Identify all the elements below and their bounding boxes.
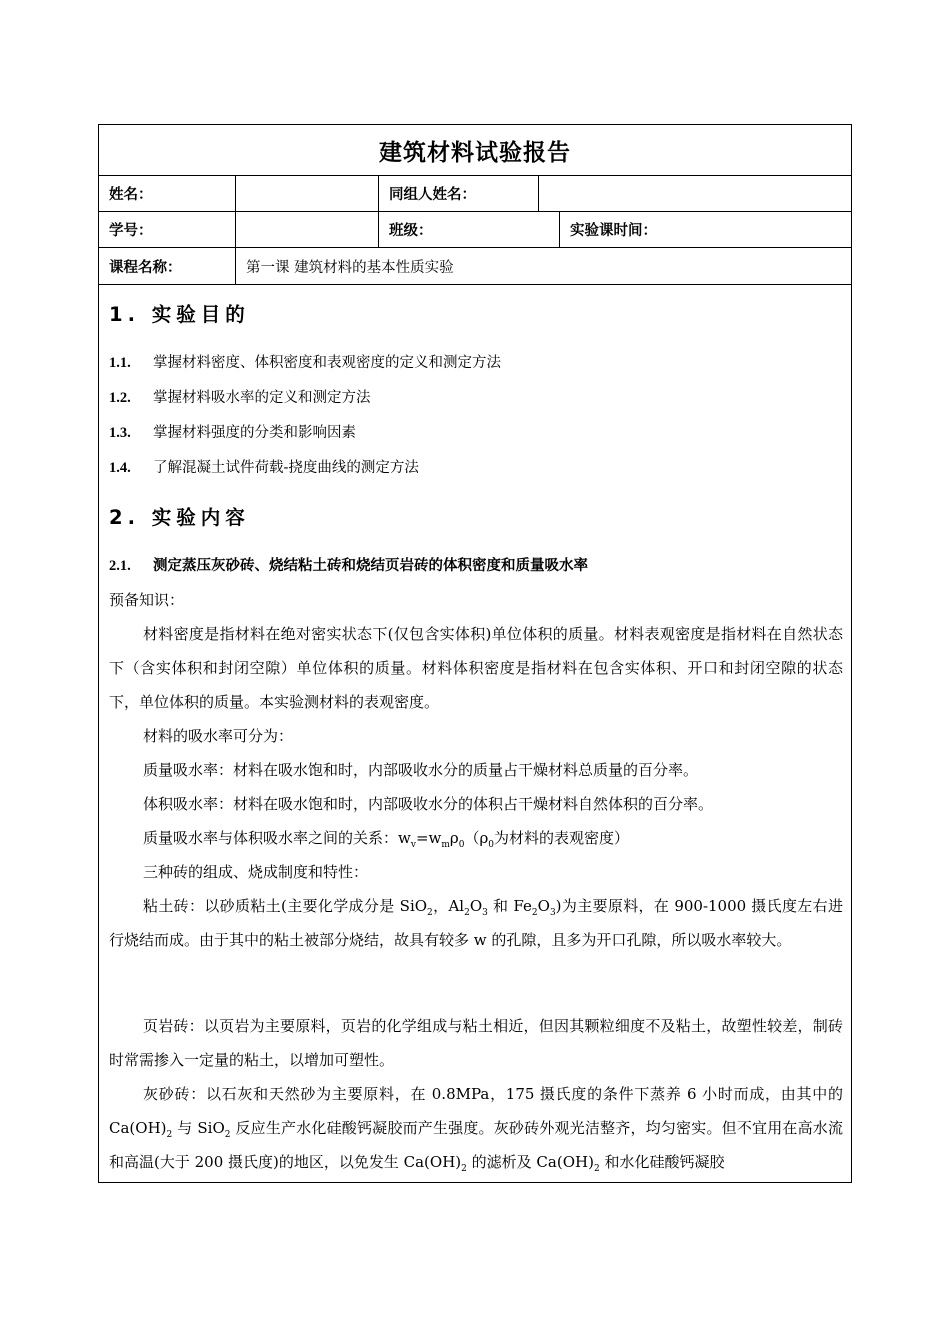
clay-text: 粘土砖：以砂质粘土(主要化学成分是 SiO	[143, 897, 428, 915]
objective-text: 掌握材料密度、体积密度和表观密度的定义和测定方法	[153, 355, 501, 371]
course-name: 第一课 建筑材料的基本性质实验	[235, 248, 851, 284]
objective-item	[109, 351, 501, 372]
name-label: 姓名：	[109, 187, 153, 203]
sand-text: 与 SiO	[172, 1119, 225, 1137]
title-row	[99, 125, 851, 176]
lab-time-label-text: 实验课时间：	[570, 223, 657, 239]
objective-text: 了解混凝土试件荷载-挠度曲线的测定方法	[153, 460, 419, 476]
relation-text: 质量吸水率与体积吸水率之间的关系：w	[143, 829, 411, 847]
subscript: 2	[166, 1130, 173, 1140]
clay-text: 和 Fe	[487, 897, 532, 915]
subscript: 2	[464, 908, 470, 918]
prep-label: 预备知识：	[109, 591, 185, 609]
subscript: 2	[461, 1164, 467, 1174]
paragraph-volume-absorb: 体积吸水率：材料在吸水饱和时，内部吸收水分的体积占干燥材料自然体积的百分率。	[143, 795, 714, 813]
partner-label: 同组人姓名：	[378, 176, 538, 211]
student-id-label: 学号：	[109, 223, 153, 239]
objective-item	[109, 456, 419, 477]
class-label: 班级：	[378, 212, 559, 247]
subscript: m	[441, 840, 450, 850]
student-id-field[interactable]	[235, 212, 378, 247]
paragraph-shale-brick: 页岩砖：以页岩为主要原料，页岩的化学组成与粘土相近，但因其颗粒细度不及粘土，故塑性较差，制砖时常需掺入一定量的粘土，以增加可塑性。	[109, 1017, 843, 1069]
course-label: 课程名称：	[109, 259, 182, 276]
sand-text: 灰砂砖：以石灰和天然砂为主要原料，在 0.8MPa，175 摄氏度的条件下蒸养 6 小时而成，由其中的 Ca(OH)	[109, 1085, 843, 1137]
subscript: v	[410, 840, 416, 850]
subscript: 2	[593, 1164, 600, 1174]
subscript: 3	[482, 908, 488, 918]
objective-text: 掌握材料强度的分类和影响因素	[153, 425, 356, 441]
subscript: 3	[549, 908, 556, 918]
objective-number: 1.4.	[109, 460, 131, 476]
subsection-2-1-title	[109, 554, 588, 575]
paragraph-three-bricks: 三种砖的组成、烧成制度和特性：	[143, 863, 369, 881]
clay-text: )为主要原料，在 900-1000 摄氏度左右进行烧结而成。由于其中的粘土被部分烧结，故具有较多 w 的孔隙，且多为开口孔隙，所以吸水率较大。	[109, 897, 843, 949]
paragraph-clay-brick	[109, 889, 843, 957]
name-field[interactable]	[235, 176, 378, 211]
objective-number: 1.2.	[109, 390, 131, 406]
objective-item	[109, 421, 356, 442]
subscript: 2	[531, 908, 538, 918]
subsection-text: 测定蒸压灰砂砖、烧结粘土砖和烧结页岩砖的体积密度和质量吸水率	[153, 558, 588, 574]
report-frame	[98, 124, 852, 1183]
info-row-name	[99, 176, 851, 212]
relation-text: ρ	[449, 829, 459, 847]
paragraph-sand-lime-brick	[109, 1077, 843, 1179]
subscript: 0	[458, 840, 465, 850]
relation-text: =w	[415, 829, 442, 847]
paragraph-mass-absorb: 质量吸水率：材料在吸水饱和时，内部吸收水分的质量占干燥材料总质量的百分率。	[143, 761, 699, 779]
section-1-title: 1. 实验目的	[109, 303, 250, 326]
relation-text: （ρ	[464, 829, 489, 847]
paragraph-density: 材料密度是指材料在绝对密实状态下(仅包含实体积)单位体积的质量。材料表观密度是指材料在自然状态下（含实体积和封闭空隙）单位体积的质量。材料体积密度是指材料在包含实体积、开口和封闭空隙的状态下，单位体积的质量。本实验测材料的表观密度。	[109, 625, 843, 711]
objective-number: 1.3.	[109, 425, 131, 441]
sand-text: 和水化硅酸钙凝胶	[599, 1153, 725, 1171]
partner-field[interactable]	[538, 176, 851, 211]
subsection-number: 2.1.	[109, 558, 131, 574]
report-title: 建筑材料试验报告	[379, 139, 571, 166]
relation-text: 为材料的表观密度）	[494, 829, 630, 847]
objective-text: 掌握材料吸水率的定义和测定方法	[153, 390, 371, 406]
clay-text: O	[537, 897, 550, 915]
paragraph-relation	[109, 821, 843, 855]
subscript: 0	[488, 840, 495, 850]
sand-text: 的滤析及 Ca(OH)	[466, 1153, 594, 1171]
info-row-course	[99, 248, 851, 285]
clay-text: ，Al	[432, 897, 465, 915]
section-2-title: 2. 实验内容	[109, 506, 250, 529]
objective-item	[109, 386, 371, 407]
report-body	[99, 285, 851, 1182]
info-row-id	[99, 212, 851, 248]
paragraph-absorb-intro: 材料的吸水率可分为：	[143, 727, 294, 745]
lab-time-label	[559, 212, 851, 247]
subscript: 2	[224, 1130, 231, 1140]
objective-number: 1.1.	[109, 355, 131, 371]
sand-text: 反应生产水化硅酸钙凝胶而产生强度。灰砂砖外观光洁整齐，均匀密实。但不宜用在高水流和高温(大于 200 摄氏度)的地区，以免发生 Ca(OH)	[109, 1119, 843, 1171]
clay-text: O	[469, 897, 483, 915]
subscript: 2	[427, 908, 433, 918]
